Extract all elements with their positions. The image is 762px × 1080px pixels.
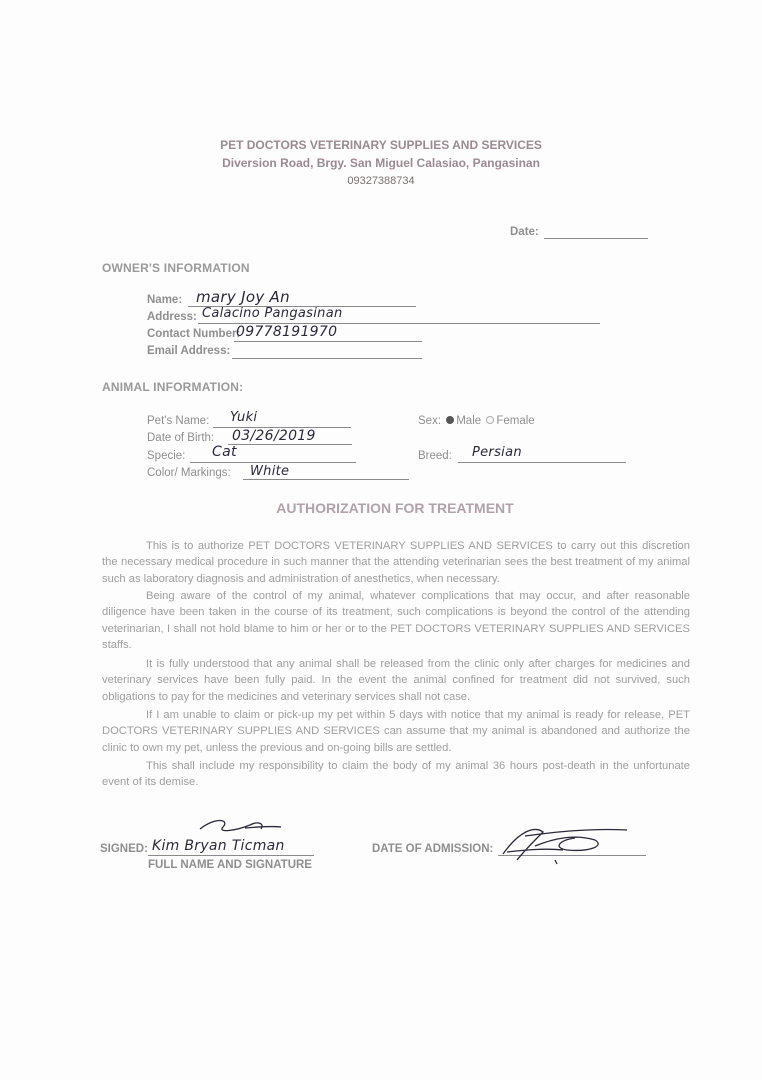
- sex-male-label: Male: [456, 415, 482, 427]
- specie-field[interactable]: [190, 462, 356, 463]
- pet-name-label: Pet's Name:: [147, 415, 210, 427]
- owner-name-value: mary Joy An: [196, 288, 290, 306]
- animal-section-title: ANIMAL INFORMATION:: [102, 380, 244, 394]
- admission-date-label: DATE OF ADMISSION:: [372, 843, 494, 855]
- authorization-paragraph-1: This is to authorize PET DOCTORS VETERINARY SUPPLIES AND SERVICES to carry out this discretion the necessary medical procedure in such manner that the attending veterinarian sees the best treatment of my animal such as laboratory diagnosis and administration of anesthetics, when necessary.: [102, 540, 690, 585]
- dob-value: 03/26/2019: [232, 428, 316, 444]
- authorization-paragraph-4: If I am unable to claim or pick-up my pet within 5 days with notice that my animal is ready for release, PET DOCTORS VETERINARY SUPPLIES AND SERVICES can assume that my animal is abandoned and authorize the clinic to own my pet, unless the previous and on-going bills are settled.: [102, 709, 690, 754]
- specie-value: Cat: [212, 444, 237, 460]
- company-phone: 09327388734: [347, 175, 415, 187]
- owner-section-title: OWNER'S INFORMATION: [102, 261, 250, 275]
- signed-name-value: Kim Bryan Ticman: [152, 838, 285, 854]
- authorization-title: AUTHORIZATION FOR TREATMENT: [276, 500, 514, 516]
- date-field[interactable]: [544, 238, 648, 239]
- owner-name-label: Name:: [147, 294, 183, 306]
- breed-label: Breed:: [418, 450, 452, 462]
- sex-female-radio[interactable]: [486, 416, 494, 424]
- breed-value: Persian: [472, 445, 522, 460]
- company-address: Diversion Road, Brgy. San Miguel Calasiao, Pangasinan: [222, 156, 540, 170]
- owner-signature-scribble: [195, 815, 285, 837]
- owner-email-field[interactable]: [232, 358, 422, 359]
- pet-name-value: Yuki: [230, 410, 258, 425]
- owner-address-value: Calacino Pangasinan: [202, 306, 343, 321]
- authorization-paragraph-5: This shall include my responsibility to claim the body of my animal 36 hours post-death in the unfortunate event of its demise.: [102, 760, 690, 789]
- owner-contact-label: Contact Number:: [147, 328, 241, 340]
- dob-label: Date of Birth:: [147, 432, 215, 444]
- dob-field[interactable]: [228, 444, 352, 445]
- admission-signature-scribble: [495, 820, 635, 868]
- sex-female-label: Female: [496, 415, 535, 427]
- breed-field[interactable]: [458, 462, 626, 463]
- sex-male-radio[interactable]: [446, 416, 454, 424]
- owner-contact-value: 09778191970: [236, 324, 338, 340]
- date-label: Date:: [510, 226, 539, 238]
- color-value: White: [250, 464, 290, 479]
- sex-label: Sex:: [418, 415, 442, 427]
- company-name: PET DOCTORS VETERINARY SUPPLIES AND SERVICES: [220, 138, 542, 152]
- signature-field[interactable]: [148, 855, 314, 856]
- owner-email-label: Email Address:: [147, 345, 231, 357]
- owner-address-label: Address:: [147, 311, 197, 323]
- authorization-paragraph-2: Being aware of the control of my animal, whatever complications that may occur, and after reasonable diligence have been taken in the course of its treatment, such complications is beyond the control of the attending veterinarian, I shall not hold blame to him or her or to the PET DOCTORS VETERINARY SUPPLIES AND SERVICES staffs.: [102, 590, 690, 652]
- owner-contact-field[interactable]: [234, 341, 422, 342]
- signed-label: SIGNED:: [100, 843, 148, 855]
- color-field[interactable]: [243, 479, 409, 480]
- sex-field: [418, 415, 535, 427]
- signature-caption: FULL NAME AND SIGNATURE: [148, 859, 312, 871]
- color-label: Color/ Markings:: [147, 467, 231, 479]
- specie-label: Specie:: [147, 450, 186, 462]
- authorization-paragraph-3: It is fully understood that any animal shall be released from the clinic only after charges for medicines and veterinary services have been fully paid. In the event the animal confined for treatment did not survived, such obligations to pay for the medicines and veterinary services shall not case.: [102, 658, 690, 703]
